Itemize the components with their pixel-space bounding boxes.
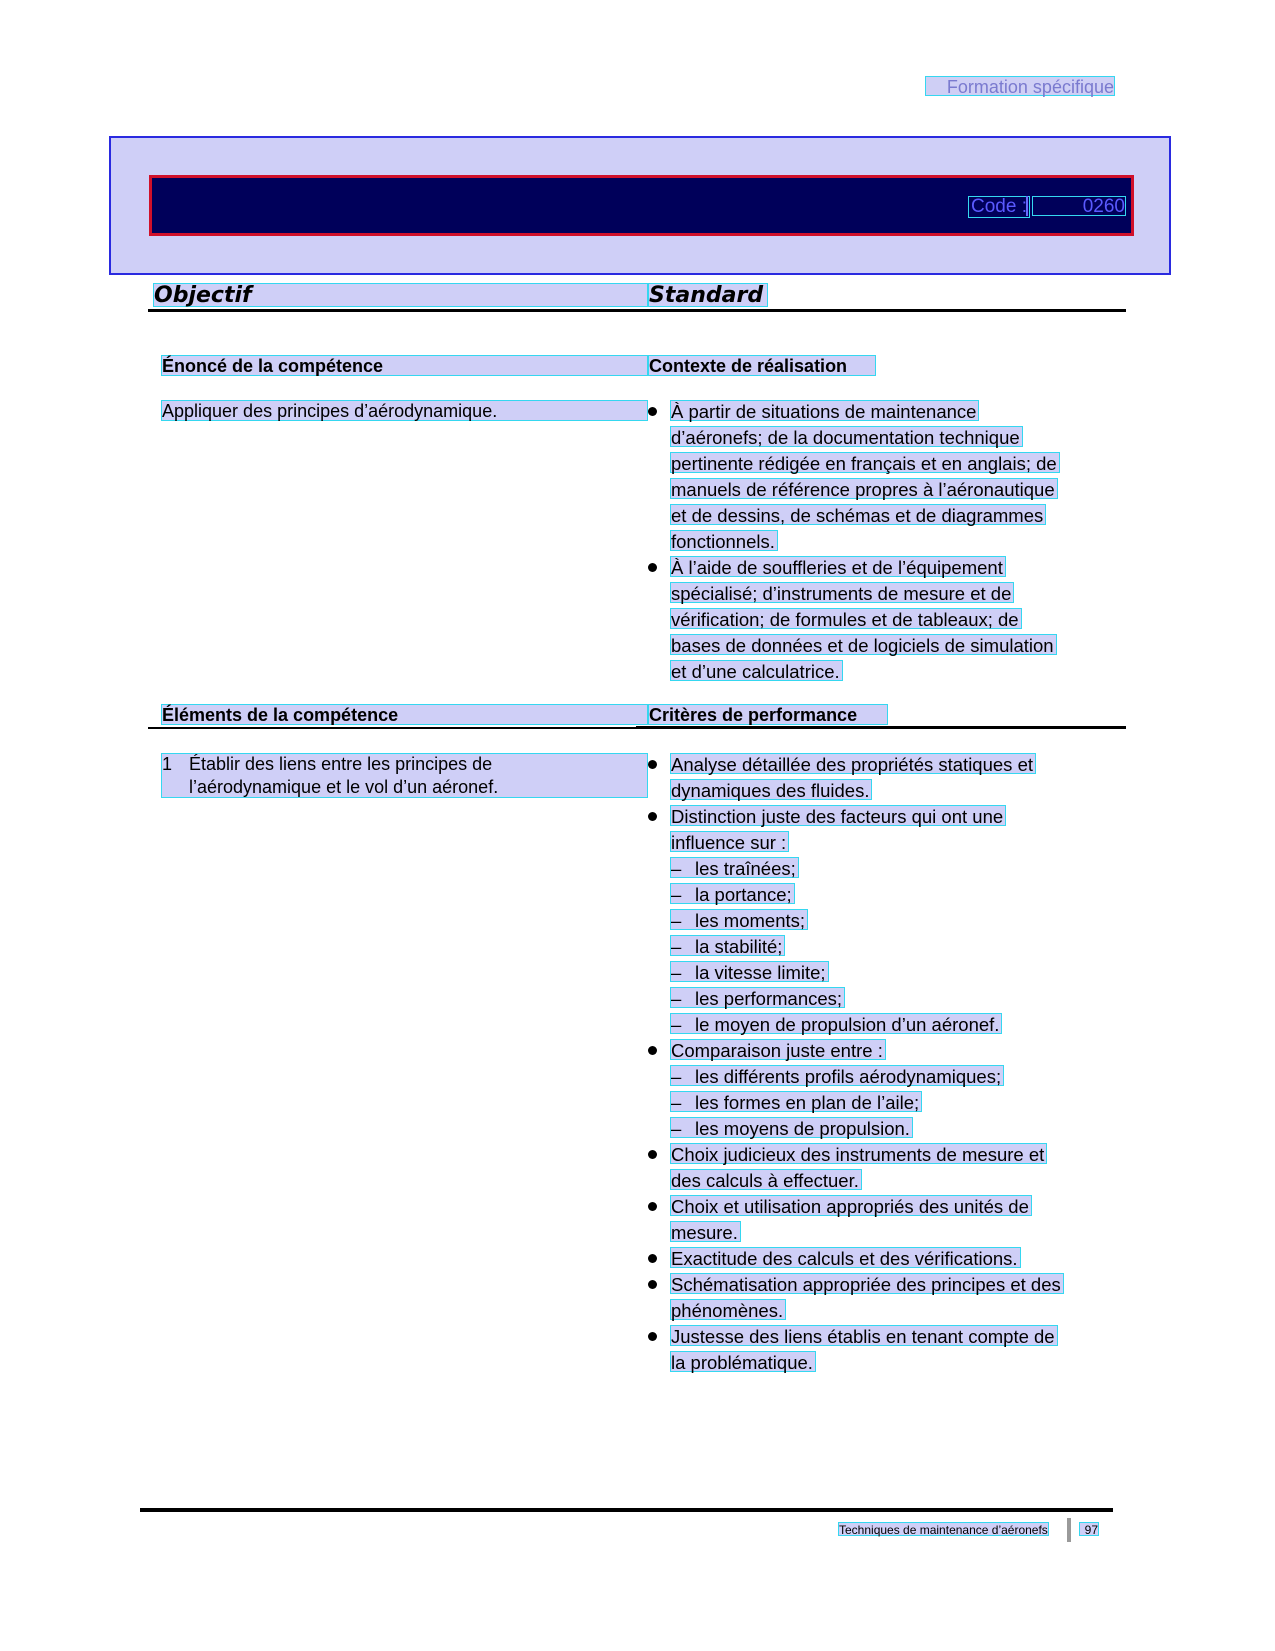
competence-statement: Appliquer des principes d’aérodynamique. <box>161 400 648 421</box>
footer-title: Techniques de maintenance d’aéronefs <box>839 1523 1048 1537</box>
sub-criterion: – la stabilité; <box>670 935 785 956</box>
section-title-standard: Standard <box>648 283 768 307</box>
heading-contexte: Contexte de réalisation <box>648 355 876 376</box>
criterion-line: la problématique. <box>670 1351 816 1372</box>
section-title-objectif: Objectif <box>153 283 648 307</box>
criterion-line: phénomènes. <box>670 1299 786 1320</box>
element-line: Établir des liens entre les principes de <box>189 754 493 774</box>
code-label: Code : <box>968 196 1030 218</box>
criterion-line: d’aéronefs; de la documentation technique <box>670 426 1023 447</box>
sub-criterion: – les différents profils aérodynamiques; <box>670 1065 1004 1086</box>
dash-marker: – <box>671 884 682 905</box>
heading-criteres: Critères de performance <box>648 704 888 725</box>
criterion-line: dynamiques des fluides. <box>670 779 872 800</box>
criterion-line: spécialisé; d’instruments de mesure et de <box>670 582 1014 603</box>
code-separator <box>1026 196 1031 216</box>
elements-rule-left <box>148 727 636 729</box>
bullet-icon <box>648 1280 657 1289</box>
bullet-item <box>648 1143 1108 1192</box>
criterion-line: Choix judicieux des instruments de mesure et <box>670 1143 1047 1164</box>
dash-marker: – <box>671 962 682 983</box>
criterion-line: À l’aide de souffleries et de l’équipement <box>670 556 1006 577</box>
page-number: 97 <box>1079 1522 1099 1536</box>
criterion-line: Justesse des liens établis en tenant compte de <box>670 1325 1058 1346</box>
criterion-line: vérification; de formules et de tableaux; de <box>670 608 1022 629</box>
sub-criterion: – les moments; <box>670 909 808 930</box>
criterion-line: pertinente rédigée en français et en anglais; de <box>670 452 1060 473</box>
section-rule <box>148 309 1126 312</box>
sub-criterion: – le moyen de propulsion d’un aéronef. <box>670 1013 1002 1034</box>
sub-criterion: – les formes en plan de l’aile; <box>670 1091 922 1112</box>
criterion-line: influence sur : <box>670 831 789 852</box>
sub-criterion: – les moyens de propulsion. <box>670 1117 913 1138</box>
heading-elements: Éléments de la compétence <box>161 704 648 725</box>
bullet-icon <box>648 563 657 572</box>
bullet-item <box>648 1039 1108 1140</box>
criterion-line: bases de données et de logiciels de simulation <box>670 634 1057 655</box>
heading-enonce: Énoncé de la compétence <box>161 355 648 376</box>
criterion-line: mesure. <box>670 1221 741 1242</box>
sub-criterion: – les traînées; <box>670 857 799 878</box>
bullet-item <box>648 1325 1108 1374</box>
bullet-icon <box>648 1202 657 1211</box>
bullet-item <box>648 556 1108 683</box>
sub-criterion: – la portance; <box>670 883 795 904</box>
bullet-item <box>648 805 1108 1036</box>
criterion-line: et d’une calculatrice. <box>670 660 843 681</box>
context-list <box>648 400 1108 686</box>
element-item <box>161 753 648 798</box>
bullet-item <box>648 1195 1108 1244</box>
dash-marker: – <box>671 1118 682 1139</box>
criterion-line: Exactitude des calculs et des vérifications. <box>670 1247 1021 1268</box>
dash-marker: – <box>671 1066 682 1087</box>
running-header: Formation spécifique <box>925 76 1115 96</box>
elements-rule-right <box>636 726 1126 729</box>
code-bar <box>149 175 1134 236</box>
footer-rule <box>140 1508 1113 1512</box>
bullet-icon <box>648 1150 657 1159</box>
criterion-line: Analyse détaillée des propriétés statiques et <box>670 753 1036 774</box>
dash-marker: – <box>671 936 682 957</box>
dash-marker: – <box>671 858 682 879</box>
criterion-line: À partir de situations de maintenance <box>670 400 979 421</box>
bullet-icon <box>648 407 657 416</box>
bullet-item <box>648 400 1108 553</box>
element-line: l’aérodynamique et le vol d’un aéronef. <box>189 777 499 797</box>
criterion-line: Comparaison juste entre : <box>670 1039 886 1060</box>
criterion-line: et de dessins, de schémas et de diagrammes <box>670 504 1046 525</box>
dash-marker: – <box>671 1092 682 1113</box>
criteria-list <box>648 753 1108 1377</box>
bullet-icon <box>648 760 657 769</box>
criterion-line: des calculs à effectuer. <box>670 1169 862 1190</box>
bullet-icon <box>648 1046 657 1055</box>
dash-marker: – <box>671 910 682 931</box>
bullet-item <box>648 1273 1108 1322</box>
element-number: 1 <box>162 754 173 774</box>
criterion-line: fonctionnels. <box>670 530 778 551</box>
dash-marker: – <box>671 988 682 1009</box>
bullet-icon <box>648 812 657 821</box>
dash-marker: – <box>671 1014 682 1035</box>
criterion-line: Choix et utilisation appropriés des unités de <box>670 1195 1032 1216</box>
criterion-line: manuels de référence propres à l’aéronautique <box>670 478 1058 499</box>
bullet-item <box>648 1247 1108 1270</box>
sub-criterion: – la vitesse limite; <box>670 961 829 982</box>
sub-criterion: – les performances; <box>670 987 845 1008</box>
footer-separator <box>1067 1518 1071 1542</box>
bullet-icon <box>648 1254 657 1263</box>
criterion-line: Distinction juste des facteurs qui ont une <box>670 805 1006 826</box>
bullet-icon <box>648 1332 657 1341</box>
bullet-item <box>648 753 1108 802</box>
criterion-line: Schématisation appropriée des principes et des <box>670 1273 1064 1294</box>
code-value: 0260 <box>1032 196 1126 216</box>
